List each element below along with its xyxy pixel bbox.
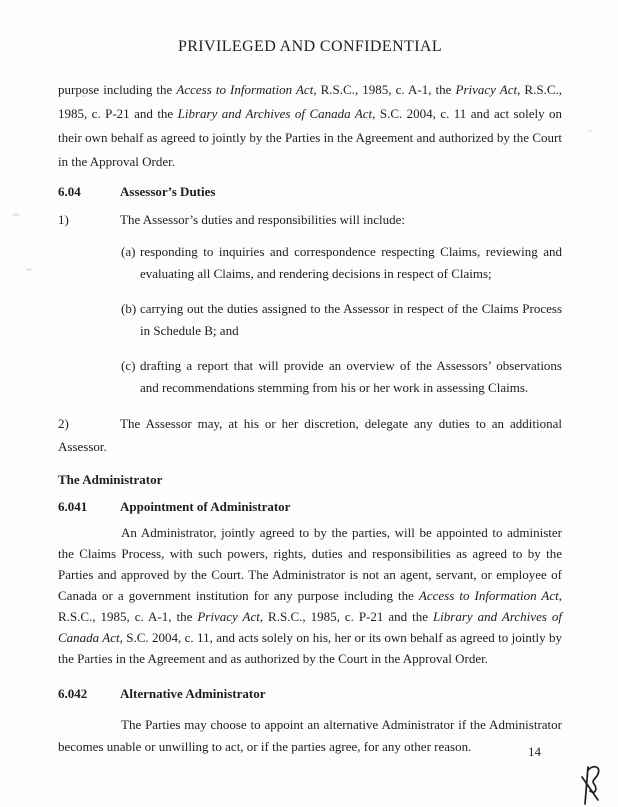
item-label: 1)	[58, 212, 69, 227]
list-item-label: (c)	[121, 358, 136, 373]
section-title: Assessor’s Duties	[120, 184, 216, 199]
list-item-b	[121, 298, 562, 342]
intro-paragraph: purpose including the Access to Information Act, R.S.C., 1985, c. A-1, the Privacy Act, R.S.C., 1985, c. P-21 and the Library and Archives of Canada Act, S.C. 2004, c. 11 and act solely on their own behalf as agreed to jointly by the Parties in the Agreement and authorized by the Court in the Approval Order.	[58, 82, 562, 169]
list-item-text: carrying out the duties assigned to the Assessor in respect of the Claims Process in Schedule B; and	[140, 301, 562, 338]
heading-text: The Administrator	[58, 472, 163, 487]
scan-artifact	[26, 268, 32, 271]
list-item-a	[121, 241, 562, 285]
item-label: 2)	[58, 416, 69, 431]
page-number: 14	[528, 744, 541, 759]
list-item-label: (b)	[121, 301, 137, 316]
appointment-paragraph: An Administrator, jointly agreed to by the parties, will be appointed to administer the Claims Process, with such powers, rights, duties and responsibilities as agreed to by the Parties and approved by the Court. The Administrator is not an agent, servant, or employee of Canada or a government institution for any purpose including the Access to Information Act, R.S.C., 1985, c. A-1, the Privacy Act, R.S.C., 1985, c. P-21 and the Library and Archives of Canada Act, S.C. 2004, c. 11, and acts solely on his, her or its own behalf as agreed to jointly by the Parties in the Agreement and as authorized by the Court in the Approval Order.	[58, 525, 562, 666]
section-number: 6.04	[58, 184, 81, 199]
page-content	[58, 0, 562, 758]
list-item-label: (a)	[121, 244, 136, 259]
section-heading-6042	[58, 682, 562, 705]
signature-mark	[578, 764, 608, 806]
section-title: Alternative Administrator	[120, 686, 266, 701]
numbered-item-2	[58, 412, 562, 458]
section-title: Appointment of Administrator	[120, 499, 291, 514]
section-heading-604	[58, 180, 562, 203]
item-text: The Assessor may, at his or her discretion, delegate any duties to an additional Assessor.	[58, 416, 562, 454]
handwritten-initials-icon	[578, 764, 608, 806]
numbered-item-1	[58, 208, 562, 231]
list-item-text: drafting a report that will provide an overview of the Assessors’ observations and recommendations stemming from his or her work in assessing Claims.	[140, 358, 562, 395]
list-item-c	[121, 355, 562, 399]
classification-header: PRIVILEGED AND CONFIDENTIAL	[177, 38, 443, 55]
alternative-paragraph: The Parties may choose to appoint an alternative Administrator if the Administrator becomes unable or unwilling to act, or if the parties agree, for any other reason.	[58, 717, 562, 754]
administrator-heading	[58, 468, 562, 491]
section-number: 6.041	[58, 499, 88, 514]
section-heading-6041	[58, 495, 562, 518]
section-number: 6.042	[58, 686, 88, 701]
scan-artifact	[12, 213, 20, 216]
scan-artifact	[588, 130, 592, 132]
item-text: The Assessor’s duties and responsibilities will include:	[120, 212, 406, 227]
list-item-text: responding to inquiries and correspondence respecting Claims, reviewing and evaluating all Claims, and rendering decisions in respect of Claims;	[140, 244, 562, 281]
